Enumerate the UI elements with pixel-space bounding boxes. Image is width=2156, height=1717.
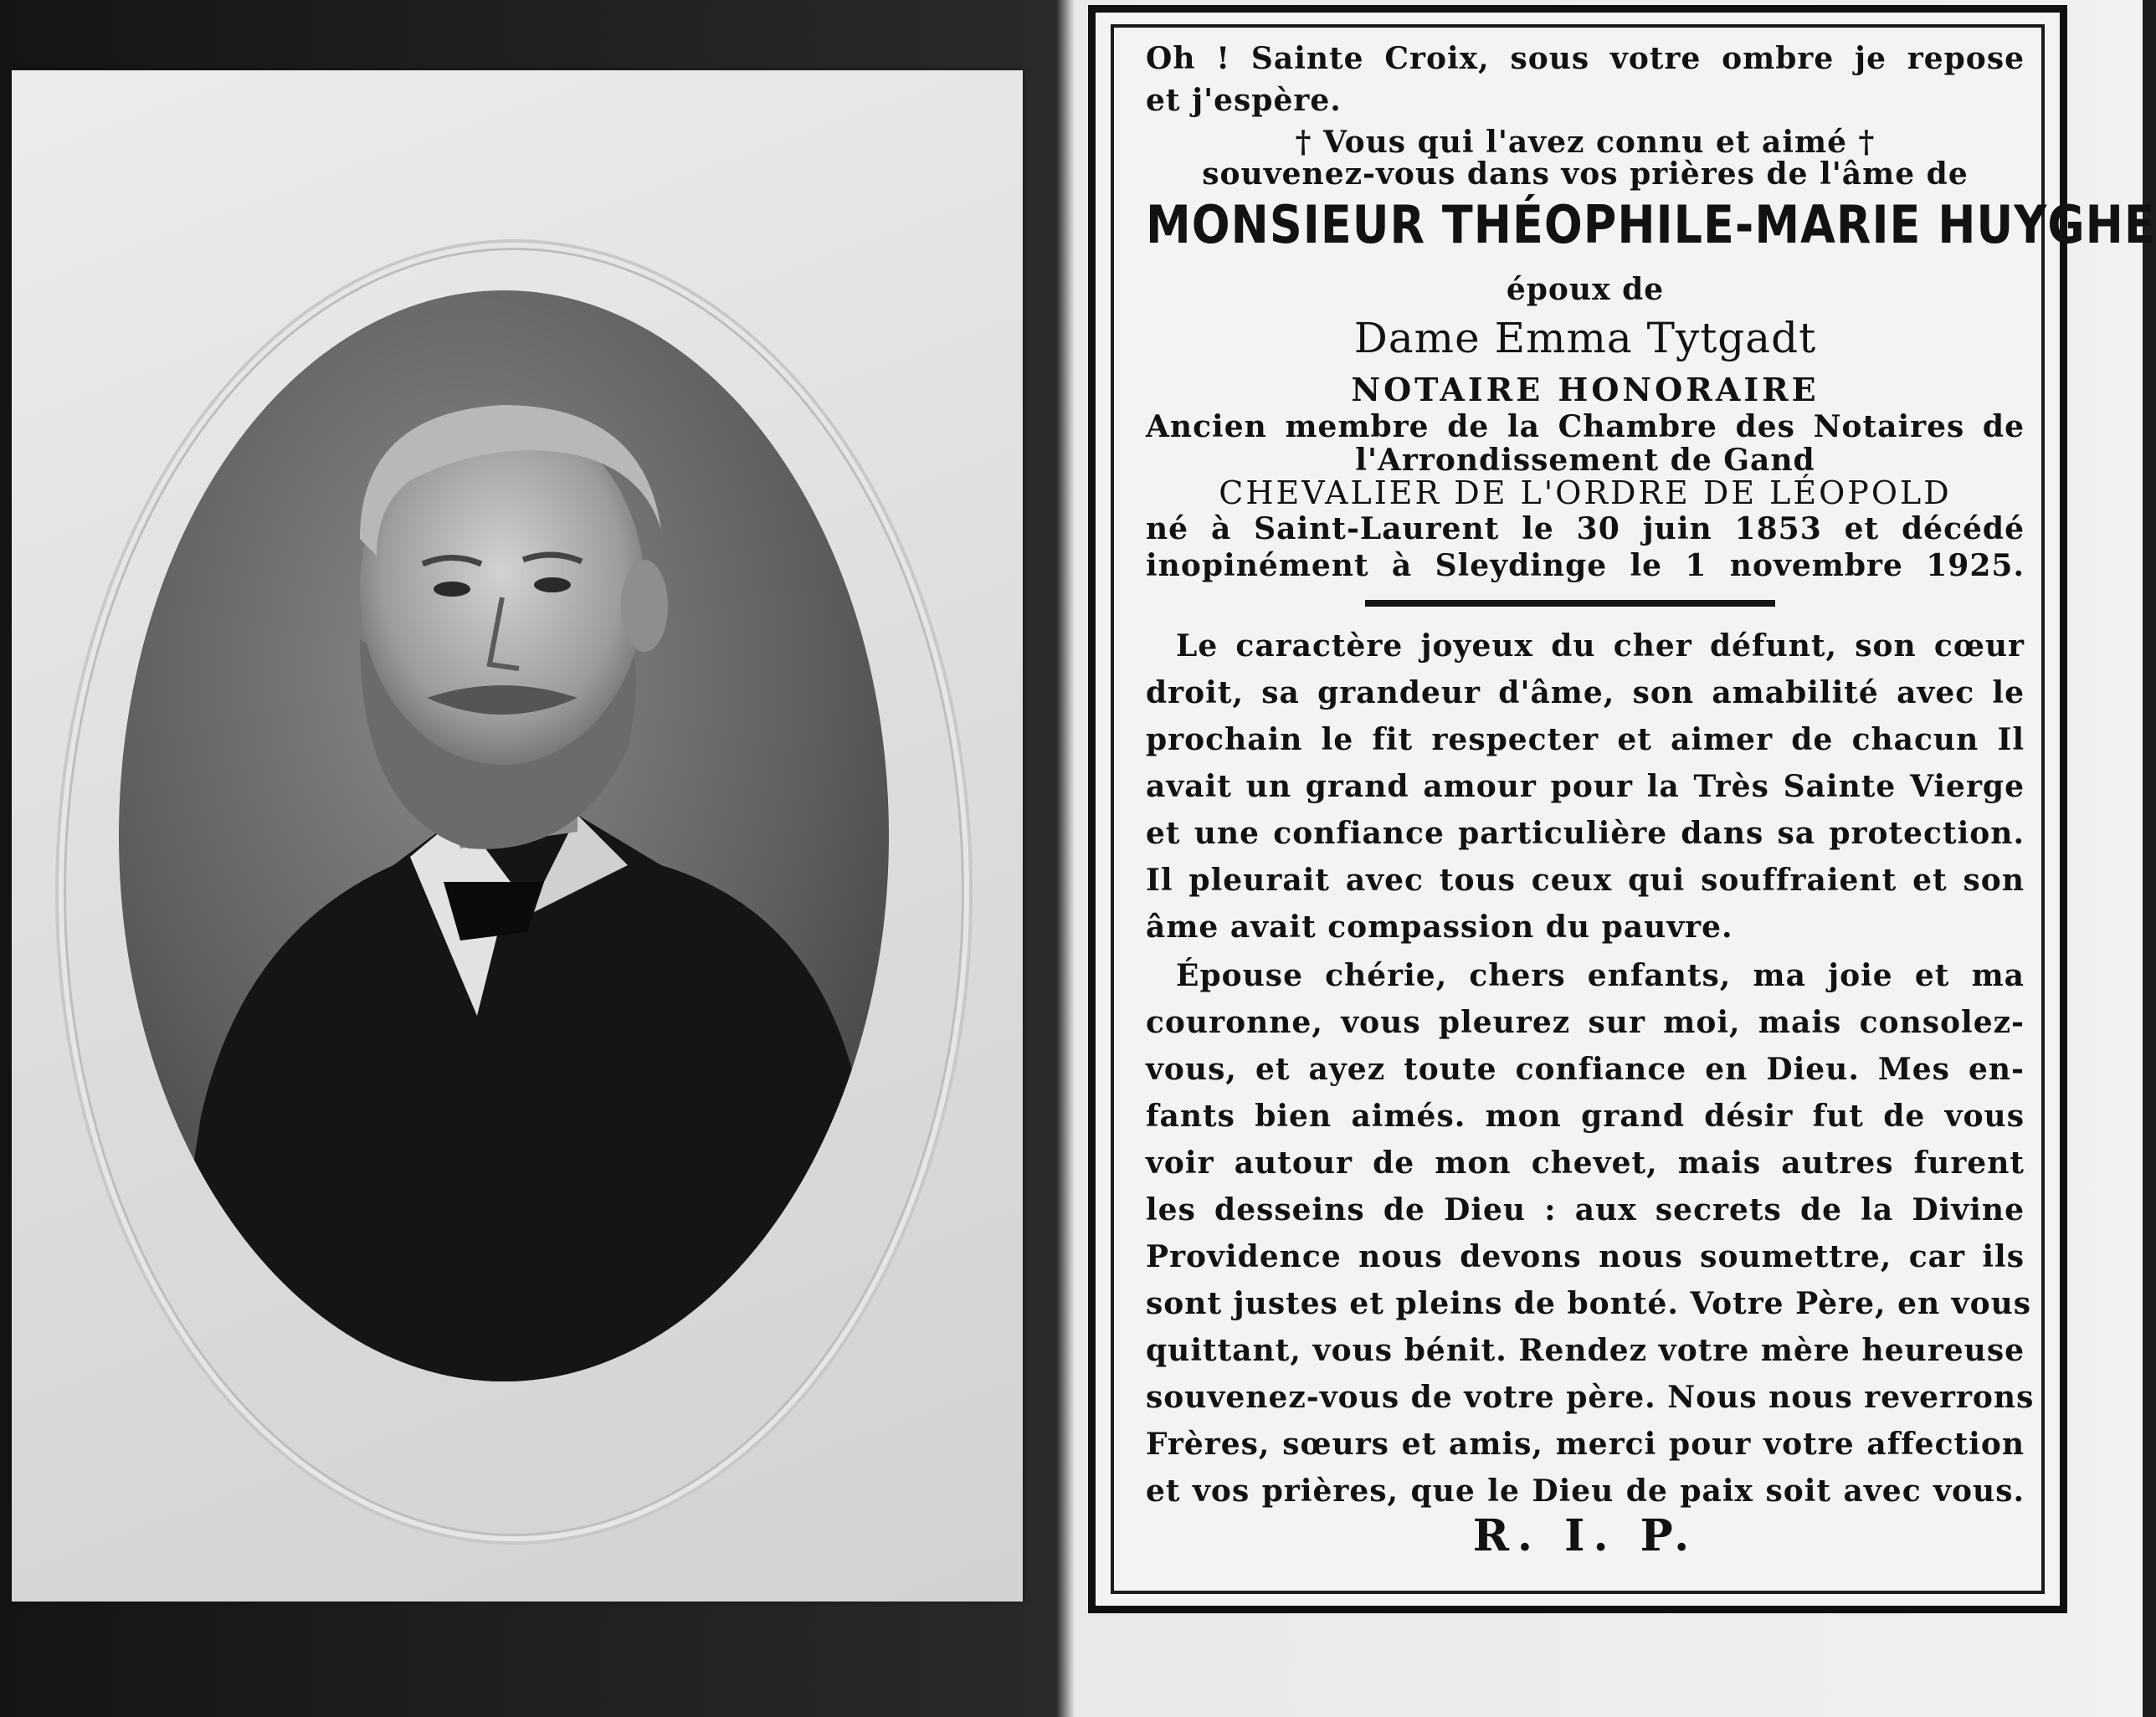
spouse-intro: époux de	[1506, 272, 1665, 307]
paragraph2-line: Providence nous devons nous soumettre, car ils	[1146, 1239, 2025, 1274]
opening-line-4: souvenez-vous dans vos prières de l'âme de	[1202, 156, 1969, 192]
paragraph1-line: et une confiance particulière dans sa protection.	[1146, 816, 2025, 851]
paragraph2-line: Frères, sœurs et amis, merci pour votre affection	[1146, 1427, 2025, 1462]
photo-mount-card	[12, 70, 1023, 1602]
paragraph2-line: les desseins de Dieu : aux secrets de la Divine	[1146, 1192, 2025, 1228]
opening-line-1: Oh ! Sainte Croix, sous votre ombre je repose	[1146, 41, 2025, 76]
portrait-photograph	[109, 279, 899, 1392]
paragraph2-line: souvenez-vous de votre père. Nous nous reverrons	[1146, 1380, 2035, 1415]
memorial-card	[1088, 5, 2156, 1613]
paragraph2-line: fants bien aimés. mon grand désir fut de vous	[1146, 1099, 2025, 1134]
life-line-1: né à Saint-Laurent le 30 juin 1853 et décédé	[1146, 511, 2025, 546]
paragraph1-line: avait un grand amour pour la Très Sainte Vierge	[1146, 769, 2025, 804]
paragraph2-line: et vos prières, que le Dieu de paix soit avec vous.	[1146, 1474, 2025, 1509]
paragraph1-line: Il pleurait avec tous ceux qui souffraient et son	[1146, 863, 2025, 898]
paragraph1-line: âme avait compassion du pauvre.	[1146, 910, 1733, 945]
divider-rule	[1365, 600, 1775, 607]
life-line-2: inopinément à Sleydinge le 1 novembre 1925.	[1146, 548, 2025, 583]
paragraph1-line: droit, sa grandeur d'âme, son amabilité avec le	[1146, 675, 2025, 710]
paragraph2-line: vous, et ayez toute confiance en Dieu. Mes en-	[1146, 1052, 2025, 1087]
profession-title: NOTAIRE HONORAIRE	[1351, 371, 1820, 408]
honour-line: CHEVALIER DE L'ORDRE DE LÉOPOLD	[1219, 474, 1952, 511]
paragraph1-line: prochain le fit respecter et aimer de chacun Il	[1146, 722, 2025, 757]
paragraph2-line: Épouse chérie, chers enfants, ma joie et ma	[1176, 958, 2025, 993]
paragraph2-line: voir autour de mon chevet, mais autres furent	[1146, 1146, 2025, 1181]
spouse-name: Dame Emma Tytgadt	[1353, 314, 1817, 362]
opening-line-3: † Vous qui l'avez connu et aimé †	[1295, 125, 1876, 160]
role-line-2: l'Arrondissement de Gand	[1355, 443, 1815, 478]
paragraph2-line: sont justes et pleins de bonté. Votre Père, en vous	[1146, 1286, 2032, 1321]
rip-closing: R. I. P.	[1472, 1510, 1698, 1561]
paragraph2-line: quittant, vous bénit. Rendez votre mère heureuse	[1146, 1333, 2025, 1368]
opening-line-2: et j'espère.	[1146, 83, 1342, 118]
paragraph2-line: couronne, vous pleurez sur moi, mais consolez-	[1146, 1005, 2025, 1040]
role-line-1: Ancien membre de la Chambre des Notaires de	[1146, 409, 2025, 444]
deceased-name: MONSIEUR THÉOPHILE-MARIE HUYGHE	[1146, 194, 2156, 255]
paragraph1-line: Le caractère joyeux du cher défunt, son cœur	[1176, 628, 2025, 664]
